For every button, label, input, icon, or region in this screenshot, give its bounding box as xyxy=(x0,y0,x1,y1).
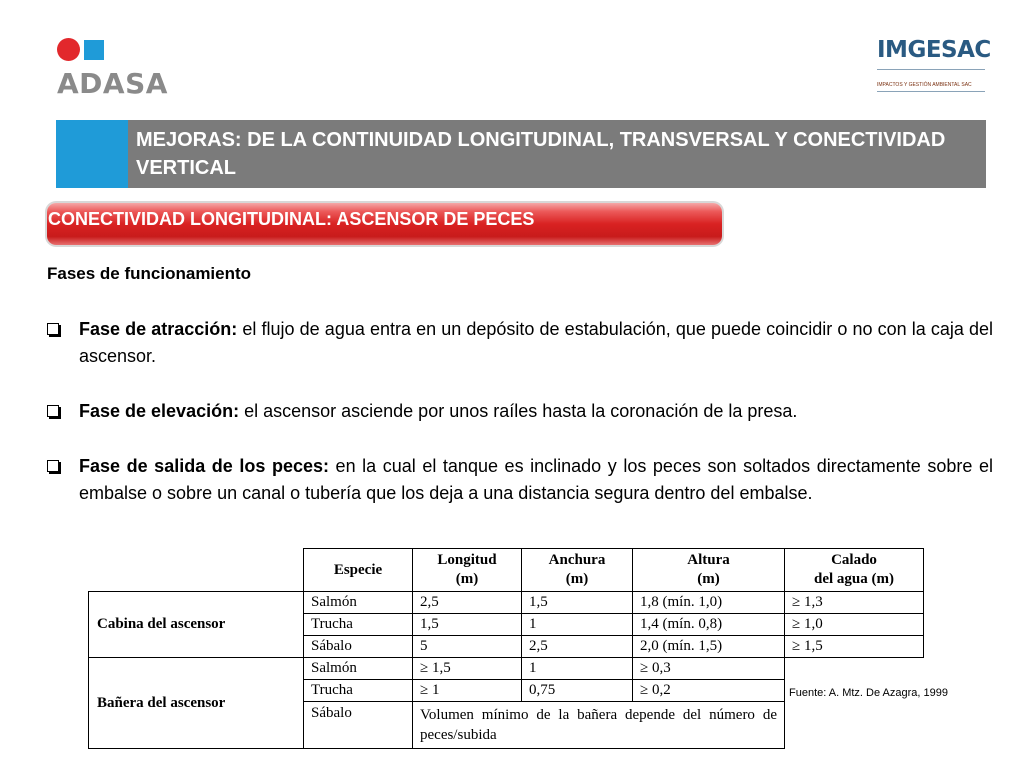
cell: 2,0 (mín. 1,5) xyxy=(633,636,785,658)
header-anchura: Anchura (m) xyxy=(522,549,633,592)
bullet-label: Fase de atracción: xyxy=(79,319,238,339)
cell: ≥ 1 xyxy=(413,680,522,702)
blue-square-icon xyxy=(84,40,104,60)
cell: Sábalo xyxy=(304,702,413,749)
table-corner xyxy=(89,549,304,592)
empty-cell xyxy=(785,658,924,680)
empty-cell xyxy=(785,702,924,749)
cell: ≥ 1,5 xyxy=(413,658,522,680)
group-label-cabina: Cabina del ascensor xyxy=(89,592,304,658)
table-row xyxy=(89,658,924,680)
adasa-logo xyxy=(57,37,187,99)
cell: Trucha xyxy=(304,614,413,636)
cell: ≥ 1,5 xyxy=(785,636,924,658)
checkbox-bullet-icon xyxy=(47,460,59,472)
cell: ≥ 1,0 xyxy=(785,614,924,636)
bullet-text: en la cual el tanque es inclinado y los peces son soltados directamente sobre el embalse o sobre un canal o tubería que los deja a una distancia segura dentro del embalse. xyxy=(79,456,993,503)
header-longitud: Longitud (m) xyxy=(413,549,522,592)
bullet-label: Fase de salida de los peces: xyxy=(79,456,329,476)
bullet-item-exit xyxy=(47,453,993,507)
group-label-banera: Bañera del ascensor xyxy=(89,658,304,749)
phases-heading: Fases de funcionamiento xyxy=(47,264,252,283)
bullet-text: el ascensor asciende por unos raíles hasta la coronación de la presa. xyxy=(239,401,798,421)
cell: ≥ 0,2 xyxy=(633,680,785,702)
cell: 2,5 xyxy=(413,592,522,614)
title-banner xyxy=(56,120,986,188)
imgesac-tagline: IMPACTOS Y GESTIÓN AMBIENTAL SAC xyxy=(877,82,972,88)
bullet-text: el flujo de agua entra en un depósito de estabulación, que puede coincidir o no con la caja del ascensor. xyxy=(79,319,993,366)
adasa-wordmark: ADASA xyxy=(57,67,168,100)
table-header-row xyxy=(89,549,924,592)
red-dot-icon xyxy=(57,38,80,61)
cell: Salmón xyxy=(304,592,413,614)
checkbox-bullet-icon xyxy=(47,405,59,417)
cell: 1,5 xyxy=(522,592,633,614)
table-row xyxy=(89,592,924,614)
checkbox-bullet-icon xyxy=(47,323,59,335)
cell: 1,8 (mín. 1,0) xyxy=(633,592,785,614)
page-title: MEJORAS: DE LA CONTINUIDAD LONGITUDINAL, TRANSVERSAL Y CONECTIVIDAD VERTICAL xyxy=(136,129,946,179)
header-calado: Calado del agua (m) xyxy=(785,549,924,592)
header-especie: Especie xyxy=(304,549,413,592)
imgesac-rule xyxy=(877,69,985,70)
section-subtitle-pill xyxy=(47,203,722,245)
cell: 1,5 xyxy=(413,614,522,636)
cell: 5 xyxy=(413,636,522,658)
section-subtitle: CONECTIVIDAD LONGITUDINAL: ASCENSOR DE PECES xyxy=(48,209,535,229)
bullet-item-attraction xyxy=(47,316,993,370)
fish-lift-spec-table xyxy=(88,548,924,749)
cell: 1 xyxy=(522,614,633,636)
cell: ≥ 0,3 xyxy=(633,658,785,680)
cell: ≥ 1,3 xyxy=(785,592,924,614)
title-accent-block xyxy=(56,120,128,188)
imgesac-wordmark: IMGESAC xyxy=(877,37,991,63)
cell: 2,5 xyxy=(522,636,633,658)
imgesac-rule-bottom xyxy=(877,91,985,92)
cell: Salmón xyxy=(304,658,413,680)
bullet-item-elevation xyxy=(47,398,993,425)
bullet-label: Fase de elevación: xyxy=(79,401,240,421)
cell: 1,4 (mín. 0,8) xyxy=(633,614,785,636)
cell: Sábalo xyxy=(304,636,413,658)
source-citation: Fuente: A. Mtz. De Azagra, 1999 xyxy=(789,687,948,699)
cell-volume-note: Volumen mínimo de la bañera depende del número de peces/subida xyxy=(413,702,785,749)
cell: Trucha xyxy=(304,680,413,702)
header-altura: Altura (m) xyxy=(633,549,785,592)
cell: 1 xyxy=(522,658,633,680)
cell: 0,75 xyxy=(522,680,633,702)
imgesac-logo xyxy=(872,37,990,99)
